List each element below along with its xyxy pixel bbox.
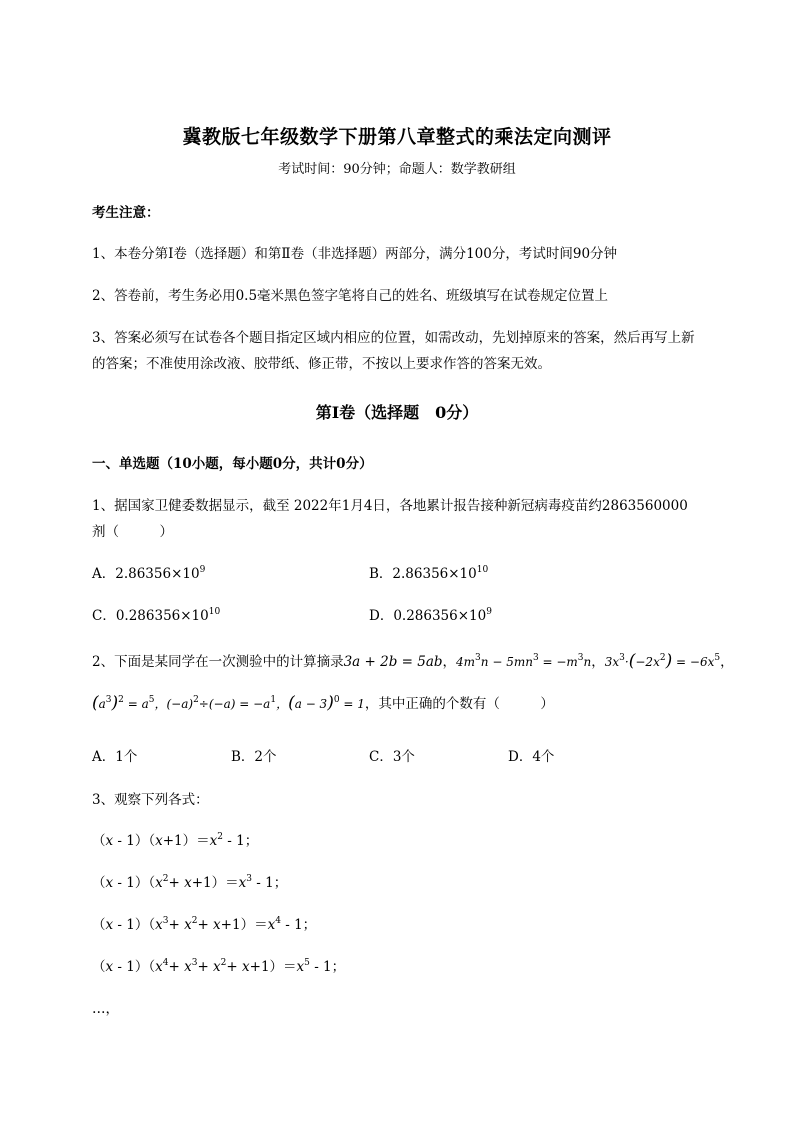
notice-2: 2、答卷前，考生务必用0.5毫米黑色签字笔将自己的姓名、班级填写在试卷规定位置上: [92, 288, 609, 304]
q2-formula-3: $3x^3\cdot(-2x^2) = -6x^5$: [604, 651, 721, 671]
q2-stem: [92, 650, 734, 671]
q1-stem-cont: 剂（ ）: [92, 524, 173, 540]
q1-option-c-exp: 10: [208, 607, 221, 617]
q2-sep-1: ，: [442, 654, 457, 670]
q3-formula-3: $(x - 1)(x^3+ x^2+ x+1)=x^4 - 1$；: [92, 916, 317, 933]
q1-stem: 1、据国家卫健委数据显示，截至 2022年1月4日，各地累计报告接种新冠病毒疫苗约2863560000: [92, 498, 688, 514]
part-heading: 一、单选题（10小题，每小题0分，共计0分）: [92, 456, 373, 472]
q2-option-d[interactable]: D．4个: [508, 749, 555, 765]
q3-ellipsis: …，: [92, 1001, 119, 1017]
q2-option-b[interactable]: B．2个: [231, 749, 277, 765]
q1-option-d-exp: 9: [486, 607, 492, 617]
document-title: 冀教版七年级数学下册第八章整式的乘法定向测评: [182, 126, 612, 148]
q1-option-b-exp: 10: [476, 565, 489, 575]
q2-tail: ，其中正确的个数有（ ）: [364, 696, 554, 712]
notice-3-cont: 的答案；不准使用涂改液、胶带纸、修正带，不按以上要求作答的答案无效。: [92, 356, 551, 372]
notice-1: 1、本卷分第Ⅰ卷（选择题）和第Ⅱ卷（非选择题）两部分，满分100分，考试时间90分钟: [92, 246, 618, 262]
q2-intro: 2、下面是某同学在一次测验中的计算摘录: [92, 654, 344, 670]
section-title: 第Ⅰ卷（选择题 0分）: [315, 403, 479, 422]
q1-option-d[interactable]: [369, 604, 492, 624]
q1-option-a-exp: 9: [199, 565, 206, 575]
q1-option-d-text: D．0.286356×10: [369, 608, 487, 624]
q2-formula-2: $4m^3n - 5mn^3 = -m^3n$: [456, 653, 592, 669]
q2-formula-1: 3a + 2b = 5ab: [343, 654, 443, 670]
q2-formula-4: $(a^3)^2 = a^5$，$(-a)^2\div(-a) = -a^1$，$(a - 3)^0 = 1$: [92, 693, 365, 713]
q2-option-a[interactable]: A．1个: [92, 749, 138, 765]
q2-sep-2: ，: [591, 654, 605, 670]
q2-stem-cont: [92, 692, 554, 713]
notice-heading: 考生注意：: [92, 205, 160, 221]
notice-3: 3、答案必须写在试卷各个题目指定区域内相应的位置，如需改动，先划掉原来的答案，然后再写上新: [92, 330, 695, 346]
q1-option-a-text: A．2.86356×10: [92, 566, 200, 582]
document-subtitle: 考试时间：90分钟；命题人：数学教研组: [278, 162, 516, 177]
q1-option-b[interactable]: [369, 562, 488, 582]
q1-option-b-text: B．2.86356×10: [369, 566, 477, 582]
q3-formula-2: $(x - 1)(x^2+ x+1)=x^3 - 1$；: [92, 874, 288, 891]
q3-formula-1: $(x - 1)(x+1)=x^2 - 1$；: [92, 832, 259, 849]
q2-option-c[interactable]: C．3个: [369, 749, 415, 765]
q3-formula-4: $(x - 1)(x^4+ x^3+ x^2+ x+1)=x^5 - 1$；: [92, 958, 346, 975]
q2-sep-3: ，: [720, 654, 734, 670]
q3-stem: 3、观察下列各式：: [92, 792, 209, 808]
q1-option-a[interactable]: [92, 562, 205, 582]
q1-option-c[interactable]: [92, 604, 220, 624]
q1-option-c-text: C．0.286356×10: [92, 608, 209, 624]
